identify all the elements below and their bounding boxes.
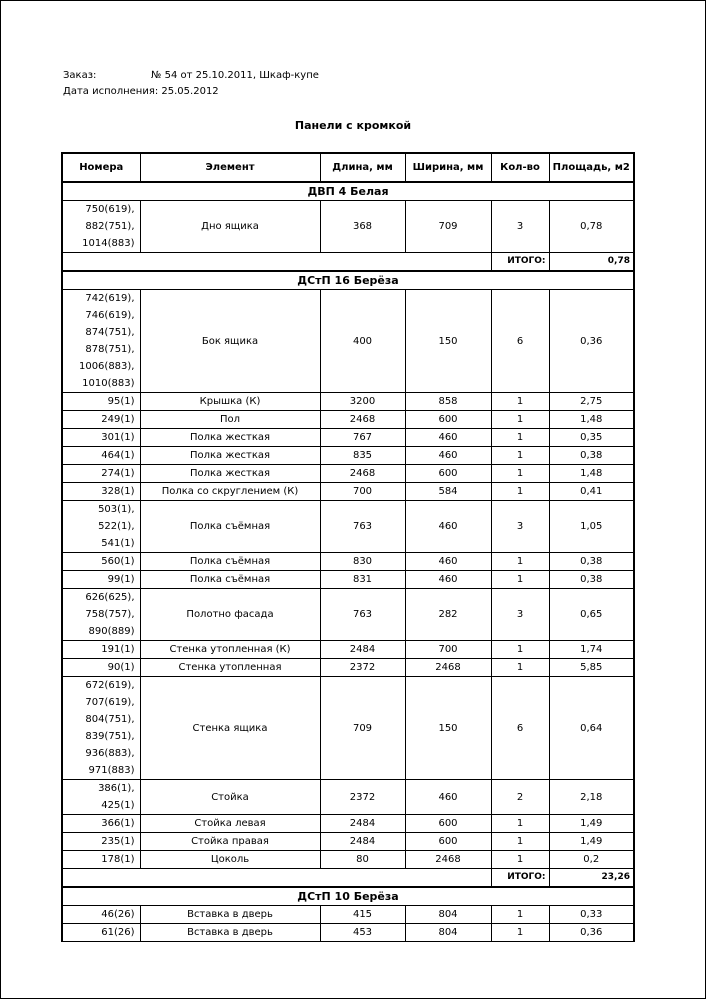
quantity-cell: 1 bbox=[491, 641, 549, 659]
element-cell: Полка жесткая bbox=[140, 429, 320, 447]
part-number: 61(26) bbox=[101, 927, 135, 938]
width-cell: 460 bbox=[405, 571, 491, 589]
quantity-cell: 1 bbox=[491, 447, 549, 465]
width-cell: 584 bbox=[405, 483, 491, 501]
length-cell: 3200 bbox=[320, 393, 405, 411]
material-group-title: ДВП 4 Белая bbox=[62, 182, 634, 201]
width-cell: 150 bbox=[405, 677, 491, 780]
part-number: 804(751), bbox=[85, 714, 135, 725]
table-row bbox=[62, 906, 634, 924]
length-cell: 763 bbox=[320, 501, 405, 553]
quantity-cell: 1 bbox=[491, 483, 549, 501]
table-row bbox=[62, 659, 634, 677]
table-body bbox=[62, 182, 634, 942]
area-cell: 1,48 bbox=[549, 411, 634, 429]
quantity-cell: 1 bbox=[491, 851, 549, 869]
element-cell: Стойка правая bbox=[140, 833, 320, 851]
area-cell: 0,35 bbox=[549, 429, 634, 447]
part-number: 626(625), bbox=[85, 592, 135, 603]
width-cell: 600 bbox=[405, 815, 491, 833]
part-number: 249(1) bbox=[101, 414, 135, 425]
length-cell: 80 bbox=[320, 851, 405, 869]
group-header-row bbox=[62, 887, 634, 906]
part-numbers-cell bbox=[62, 483, 140, 501]
area-cell: 2,75 bbox=[549, 393, 634, 411]
quantity-cell: 3 bbox=[491, 201, 549, 253]
quantity-cell: 3 bbox=[491, 501, 549, 553]
length-cell: 700 bbox=[320, 483, 405, 501]
area-cell: 5,85 bbox=[549, 659, 634, 677]
part-number: 560(1) bbox=[101, 556, 135, 567]
total-label: ИТОГО: bbox=[491, 869, 549, 888]
element-cell: Полка жесткая bbox=[140, 465, 320, 483]
length-cell: 709 bbox=[320, 677, 405, 780]
length-cell: 368 bbox=[320, 201, 405, 253]
length-cell: 835 bbox=[320, 447, 405, 465]
part-numbers-cell bbox=[62, 393, 140, 411]
element-cell: Полка съёмная bbox=[140, 571, 320, 589]
width-cell: 700 bbox=[405, 641, 491, 659]
table-row bbox=[62, 571, 634, 589]
part-numbers-cell bbox=[62, 447, 140, 465]
width-cell: 460 bbox=[405, 501, 491, 553]
quantity-cell: 1 bbox=[491, 571, 549, 589]
quantity-cell: 1 bbox=[491, 659, 549, 677]
area-cell: 0,38 bbox=[549, 447, 634, 465]
area-cell: 0,41 bbox=[549, 483, 634, 501]
column-header: Ширина, мм bbox=[405, 153, 491, 182]
length-cell: 2372 bbox=[320, 780, 405, 815]
element-cell: Стойка левая bbox=[140, 815, 320, 833]
column-header: Площадь, м2 bbox=[549, 153, 634, 182]
part-number: 235(1) bbox=[101, 836, 135, 847]
part-number: 541(1) bbox=[101, 538, 135, 549]
material-group-title: ДСтП 16 Берёза bbox=[62, 271, 634, 290]
width-cell: 282 bbox=[405, 589, 491, 641]
length-cell: 400 bbox=[320, 290, 405, 393]
total-spacer bbox=[62, 869, 491, 888]
length-cell: 830 bbox=[320, 553, 405, 571]
width-cell: 460 bbox=[405, 429, 491, 447]
width-cell: 600 bbox=[405, 411, 491, 429]
area-cell: 0,33 bbox=[549, 906, 634, 924]
part-number: 874(751), bbox=[85, 327, 135, 338]
length-cell: 2372 bbox=[320, 659, 405, 677]
width-cell: 460 bbox=[405, 780, 491, 815]
width-cell: 460 bbox=[405, 553, 491, 571]
panels-table bbox=[61, 152, 635, 942]
width-cell: 858 bbox=[405, 393, 491, 411]
table-row bbox=[62, 780, 634, 815]
part-number: 839(751), bbox=[85, 731, 135, 742]
quantity-cell: 6 bbox=[491, 290, 549, 393]
quantity-cell: 1 bbox=[491, 906, 549, 924]
part-numbers-cell bbox=[62, 924, 140, 942]
table-row bbox=[62, 815, 634, 833]
length-cell: 2468 bbox=[320, 411, 405, 429]
length-cell: 763 bbox=[320, 589, 405, 641]
width-cell: 804 bbox=[405, 924, 491, 942]
part-numbers-cell bbox=[62, 677, 140, 780]
total-label: ИТОГО: bbox=[491, 253, 549, 272]
element-cell: Вставка в дверь bbox=[140, 906, 320, 924]
area-cell: 0,78 bbox=[549, 201, 634, 253]
table-row bbox=[62, 483, 634, 501]
element-cell: Бок ящика bbox=[140, 290, 320, 393]
total-row bbox=[62, 253, 634, 272]
element-cell: Полотно фасада bbox=[140, 589, 320, 641]
quantity-cell: 1 bbox=[491, 411, 549, 429]
width-cell: 709 bbox=[405, 201, 491, 253]
quantity-cell: 3 bbox=[491, 589, 549, 641]
column-header: Элемент bbox=[140, 153, 320, 182]
part-number: 878(751), bbox=[85, 344, 135, 355]
due-date: Дата исполнения: 25.05.2012 bbox=[63, 86, 219, 97]
part-number: 746(619), bbox=[85, 310, 135, 321]
part-number: 386(1), bbox=[98, 783, 135, 794]
length-cell: 2484 bbox=[320, 833, 405, 851]
area-cell: 1,74 bbox=[549, 641, 634, 659]
table-row bbox=[62, 465, 634, 483]
element-cell: Стенка утопленная bbox=[140, 659, 320, 677]
part-number: 425(1) bbox=[101, 800, 135, 811]
part-numbers-cell bbox=[62, 906, 140, 924]
part-numbers-cell bbox=[62, 851, 140, 869]
part-number: 366(1) bbox=[101, 818, 135, 829]
part-number: 191(1) bbox=[101, 644, 135, 655]
part-number: 750(619), bbox=[85, 204, 135, 215]
part-numbers-cell bbox=[62, 659, 140, 677]
element-cell: Стенка ящика bbox=[140, 677, 320, 780]
part-numbers-cell bbox=[62, 201, 140, 253]
width-cell: 2468 bbox=[405, 659, 491, 677]
total-row bbox=[62, 869, 634, 888]
column-header: Номера bbox=[62, 153, 140, 182]
part-numbers-cell bbox=[62, 780, 140, 815]
table-row bbox=[62, 589, 634, 641]
column-header: Кол-во bbox=[491, 153, 549, 182]
part-numbers-cell bbox=[62, 553, 140, 571]
area-cell: 0,65 bbox=[549, 589, 634, 641]
total-spacer bbox=[62, 253, 491, 272]
part-number: 672(619), bbox=[85, 680, 135, 691]
part-number: 742(619), bbox=[85, 293, 135, 304]
part-number: 90(1) bbox=[107, 662, 135, 673]
element-cell: Полка со скруглением (К) bbox=[140, 483, 320, 501]
area-cell: 1,49 bbox=[549, 833, 634, 851]
quantity-cell: 1 bbox=[491, 553, 549, 571]
part-numbers-cell bbox=[62, 290, 140, 393]
length-cell: 2484 bbox=[320, 641, 405, 659]
part-numbers-cell bbox=[62, 641, 140, 659]
part-number: 936(883), bbox=[85, 748, 135, 759]
table-row bbox=[62, 677, 634, 780]
total-value: 23,26 bbox=[549, 869, 634, 888]
table-row bbox=[62, 411, 634, 429]
order-value: № 54 от 25.10.2011, Шкаф-купе bbox=[151, 70, 319, 81]
area-cell: 0,38 bbox=[549, 571, 634, 589]
quantity-cell: 2 bbox=[491, 780, 549, 815]
part-number: 1010(883) bbox=[82, 378, 135, 389]
part-number: 274(1) bbox=[101, 468, 135, 479]
table-row bbox=[62, 641, 634, 659]
page-title: Панели с кромкой bbox=[294, 119, 412, 132]
group-header-row bbox=[62, 271, 634, 290]
part-number: 178(1) bbox=[101, 854, 135, 865]
element-cell: Полка съёмная bbox=[140, 501, 320, 553]
part-number: 46(26) bbox=[101, 909, 135, 920]
area-cell: 0,36 bbox=[549, 290, 634, 393]
quantity-cell: 1 bbox=[491, 833, 549, 851]
quantity-cell: 6 bbox=[491, 677, 549, 780]
area-cell: 0,2 bbox=[549, 851, 634, 869]
part-number: 971(883) bbox=[88, 765, 135, 776]
width-cell: 600 bbox=[405, 465, 491, 483]
table-row bbox=[62, 201, 634, 253]
part-numbers-cell bbox=[62, 411, 140, 429]
order-header bbox=[63, 68, 319, 100]
part-number: 464(1) bbox=[101, 450, 135, 461]
table-row bbox=[62, 501, 634, 553]
table-row bbox=[62, 429, 634, 447]
part-numbers-cell bbox=[62, 465, 140, 483]
length-cell: 767 bbox=[320, 429, 405, 447]
table-row bbox=[62, 924, 634, 942]
material-group-title: ДСтП 10 Берёза bbox=[62, 887, 634, 906]
part-number: 95(1) bbox=[107, 396, 135, 407]
width-cell: 460 bbox=[405, 447, 491, 465]
part-number: 758(757), bbox=[85, 609, 135, 620]
quantity-cell: 1 bbox=[491, 924, 549, 942]
length-cell: 831 bbox=[320, 571, 405, 589]
length-cell: 2484 bbox=[320, 815, 405, 833]
table-row bbox=[62, 833, 634, 851]
part-numbers-cell bbox=[62, 501, 140, 553]
area-cell: 1,49 bbox=[549, 815, 634, 833]
length-cell: 2468 bbox=[320, 465, 405, 483]
total-value: 0,78 bbox=[549, 253, 634, 272]
table-row bbox=[62, 447, 634, 465]
table-row bbox=[62, 393, 634, 411]
part-numbers-cell bbox=[62, 571, 140, 589]
table-header-row bbox=[62, 153, 634, 182]
part-number: 301(1) bbox=[101, 432, 135, 443]
element-cell: Крышка (К) bbox=[140, 393, 320, 411]
element-cell: Пол bbox=[140, 411, 320, 429]
element-cell: Полка съёмная bbox=[140, 553, 320, 571]
order-label: Заказ: bbox=[63, 70, 97, 81]
area-cell: 1,48 bbox=[549, 465, 634, 483]
element-cell: Стойка bbox=[140, 780, 320, 815]
area-cell: 0,38 bbox=[549, 553, 634, 571]
area-cell: 1,05 bbox=[549, 501, 634, 553]
element-cell: Вставка в дверь bbox=[140, 924, 320, 942]
width-cell: 150 bbox=[405, 290, 491, 393]
table-row bbox=[62, 290, 634, 393]
part-numbers-cell bbox=[62, 833, 140, 851]
part-numbers-cell bbox=[62, 815, 140, 833]
part-number: 328(1) bbox=[101, 486, 135, 497]
group-header-row bbox=[62, 182, 634, 201]
part-number: 1006(883), bbox=[78, 361, 135, 372]
length-cell: 415 bbox=[320, 906, 405, 924]
part-number: 890(889) bbox=[88, 626, 135, 637]
width-cell: 2468 bbox=[405, 851, 491, 869]
part-number: 503(1), bbox=[98, 504, 135, 515]
area-cell: 0,64 bbox=[549, 677, 634, 780]
element-cell: Цоколь bbox=[140, 851, 320, 869]
column-header: Длина, мм bbox=[320, 153, 405, 182]
quantity-cell: 1 bbox=[491, 815, 549, 833]
part-number: 99(1) bbox=[107, 574, 135, 585]
width-cell: 804 bbox=[405, 906, 491, 924]
quantity-cell: 1 bbox=[491, 465, 549, 483]
element-cell: Дно ящика bbox=[140, 201, 320, 253]
area-cell: 0,36 bbox=[549, 924, 634, 942]
part-number: 707(619), bbox=[85, 697, 135, 708]
part-number: 522(1), bbox=[98, 521, 135, 532]
part-numbers-cell bbox=[62, 429, 140, 447]
element-cell: Полка жесткая bbox=[140, 447, 320, 465]
width-cell: 600 bbox=[405, 833, 491, 851]
element-cell: Стенка утопленная (К) bbox=[140, 641, 320, 659]
area-cell: 2,18 bbox=[549, 780, 634, 815]
table-row bbox=[62, 553, 634, 571]
part-numbers-cell bbox=[62, 589, 140, 641]
part-number: 882(751), bbox=[85, 221, 135, 232]
quantity-cell: 1 bbox=[491, 429, 549, 447]
table-row bbox=[62, 851, 634, 869]
length-cell: 453 bbox=[320, 924, 405, 942]
part-number: 1014(883) bbox=[82, 238, 135, 249]
quantity-cell: 1 bbox=[491, 393, 549, 411]
